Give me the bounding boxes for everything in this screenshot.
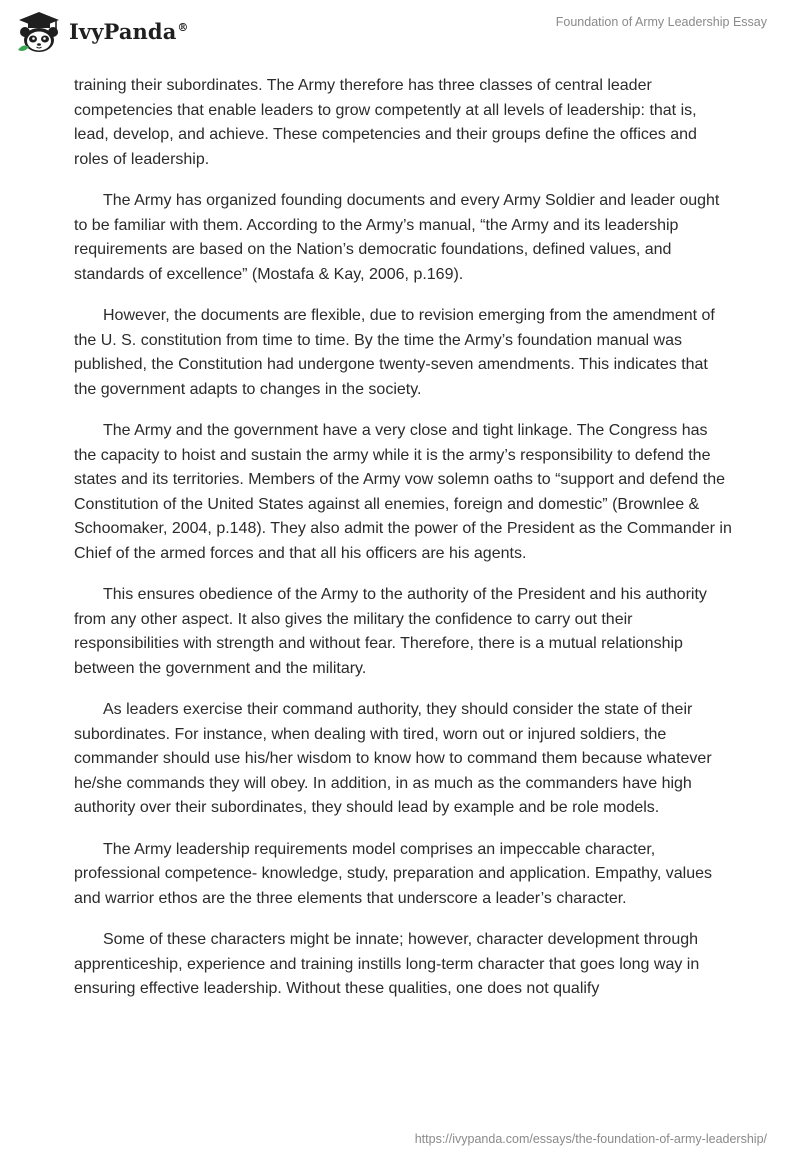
brand-name: IvyPanda®	[69, 18, 189, 44]
paragraph: This ensures obedience of the Army to the authority of the President and his authority from any other aspect. It also gives the military the confidence to carry out their responsibilities with strength and without fear. Therefore, there is a mutual relationship between the government and the military.	[74, 586, 707, 677]
page-header	[0, 0, 800, 70]
paragraph: The Army leadership requirements model comprises an impeccable character, professional competence- knowledge, study, preparation and application. Empathy, values and warrior ethos are the three elements that underscore a leader’s character.	[74, 840, 713, 907]
paragraph: Some of these characters might be innate; however, character development through apprenticeship, experience and training instills long-term character that goes long way in ensuring effective leadership. Without these qualities, one does not qualify	[74, 931, 700, 997]
paragraph: The Army and the government have a very close and tight linkage. The Congress has the capacity to hoist and sustain the army while it is the army’s responsibility to defend the states and its territories. Members of the Army vow solemn oaths to “support and defend the Constitution of the United States against all enemies, foreign and domestic” (Brownlee & Schoomaker, 2004, p.148). They also admit the power of the President as the Commander in Chief of the armed forces and that all his officers are his agents.	[74, 422, 732, 562]
document-title: Foundation of Army Leadership Essay	[555, 15, 767, 29]
paragraph: As leaders exercise their command authority, they should consider the state of their subordinates. For instance, when dealing with tired, worn out or injured soldiers, the commander should use his/her wisdom to know how to command them because whatever he/she commands they will obey. In addition, in as much as the commanders have high authority over their subordinates, they should lead by example and be role models.	[74, 701, 712, 816]
source-url[interactable]: https://ivypanda.com/essays/the-foundation-of-army-leadership/	[414, 1132, 767, 1146]
panda-graduate-icon	[14, 10, 64, 54]
paragraph: The Army has organized founding documents and every Army Soldier and leader ought to be familiar with them. According to the Army’s manual, “the Army and its leadership requirements are based on the Nation’s democratic foundations, defined values, and standards of excellence” (Mostafa & Kay, 2006, p.169).	[74, 192, 720, 283]
registered-mark: ®	[177, 20, 189, 34]
essay-body	[74, 74, 734, 1019]
paragraph: training their subordinates. The Army therefore has three classes of central leader competencies that enable leaders to grow competently at all levels of leadership: that is, lead, develop, and achieve. These competencies and their groups define the offices and roles of leadership.	[74, 77, 697, 168]
paragraph: However, the documents are flexible, due to revision emerging from the amendment of the U. S. constitution from time to time. By the time the Army’s foundation manual was published, the Constitution had undergone twenty-seven amendments. This indicates that the government adapts to changes in the society.	[74, 307, 715, 398]
brand-logo[interactable]	[14, 10, 189, 54]
